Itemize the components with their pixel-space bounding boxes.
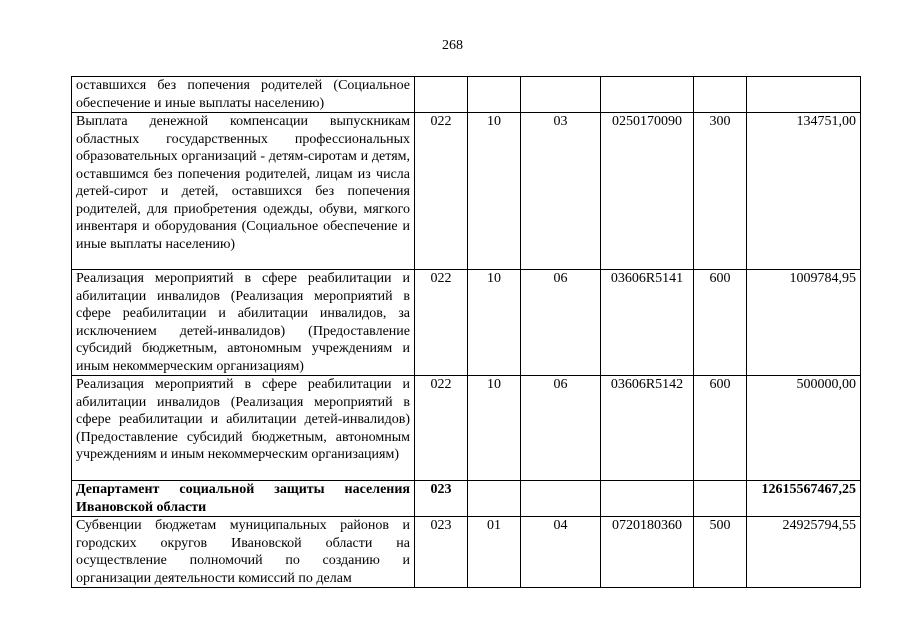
row-description: Выплата денежной компенсации выпускникам областных государственных профессиональных образовательных организаций - детям-сиротам и детям, оставшимся без попечения родителей, лицам из числа детей-сирот и детей, оставшихся без попечения родителей, для приобретения одежды, обуви, мягкого инвентаря и оборудования (Социальное обеспечение и иные выплаты населению): [72, 113, 415, 270]
expense-type-code: 600: [694, 270, 747, 376]
target-article-code: 0720180360: [601, 517, 694, 588]
expense-type-code: [694, 77, 747, 113]
table-row: [72, 270, 861, 376]
budget-table: [71, 76, 861, 588]
row-description: Департамент социальной защиты населения Ивановской области: [72, 481, 415, 517]
subsection-code: [521, 481, 601, 517]
subsection-code: 06: [521, 376, 601, 481]
subsection-code: 04: [521, 517, 601, 588]
table-row: [72, 481, 861, 517]
target-article-code: 0250170090: [601, 113, 694, 270]
section-code: [468, 481, 521, 517]
expense-type-code: [694, 481, 747, 517]
amount: 1009784,95: [747, 270, 861, 376]
ministry-code: 023: [415, 517, 468, 588]
page-number: 268: [442, 38, 463, 53]
section-code: 10: [468, 270, 521, 376]
ministry-code: 022: [415, 270, 468, 376]
amount: 24925794,55: [747, 517, 861, 588]
amount: [747, 77, 861, 113]
amount: 12615567467,25: [747, 481, 861, 517]
section-code: 01: [468, 517, 521, 588]
target-article-code: 03606R5141: [601, 270, 694, 376]
target-article-code: [601, 481, 694, 517]
row-description: Реализация мероприятий в сфере реабилитации и абилитации инвалидов (Реализация мероприятий в сфере реабилитации и абилитации детей-инвалидов) (Предоставление субсидий бюджетным, автономным учреждениям и иным некоммерческим организациям): [72, 376, 415, 481]
ministry-code: 022: [415, 376, 468, 481]
target-article-code: 03606R5142: [601, 376, 694, 481]
section-code: 10: [468, 376, 521, 481]
ministry-code: 022: [415, 113, 468, 270]
table-row: [72, 376, 861, 481]
row-description-text: Субвенции бюджетам муниципальных районов и городских округов Ивановской области на осуществление полномочий по созданию и организации деятельности комиссий по делам: [76, 518, 410, 586]
table-row: [72, 517, 861, 588]
amount: 500000,00: [747, 376, 861, 481]
section-code: [468, 77, 521, 113]
subsection-code: 06: [521, 270, 601, 376]
expense-type-code: 300: [694, 113, 747, 270]
section-code: 10: [468, 113, 521, 270]
amount: 134751,00: [747, 113, 861, 270]
row-description: оставшихся без попечения родителей (Социальное обеспечение и иные выплаты населению): [72, 77, 415, 113]
ministry-code: 023: [415, 481, 468, 517]
row-description: [72, 517, 415, 588]
subsection-code: [521, 77, 601, 113]
table-row: [72, 77, 861, 113]
expense-type-code: 600: [694, 376, 747, 481]
target-article-code: [601, 77, 694, 113]
row-description: Реализация мероприятий в сфере реабилитации и абилитации инвалидов (Реализация мероприятий в сфере реабилитации и абилитации инвалидов, за исключением детей-инвалидов) (Предоставление субсидий бюджетным, автономным учреждениям и иным некоммерческим организациям): [72, 270, 415, 376]
expense-type-code: 500: [694, 517, 747, 588]
ministry-code: [415, 77, 468, 113]
table-row: [72, 113, 861, 270]
subsection-code: 03: [521, 113, 601, 270]
